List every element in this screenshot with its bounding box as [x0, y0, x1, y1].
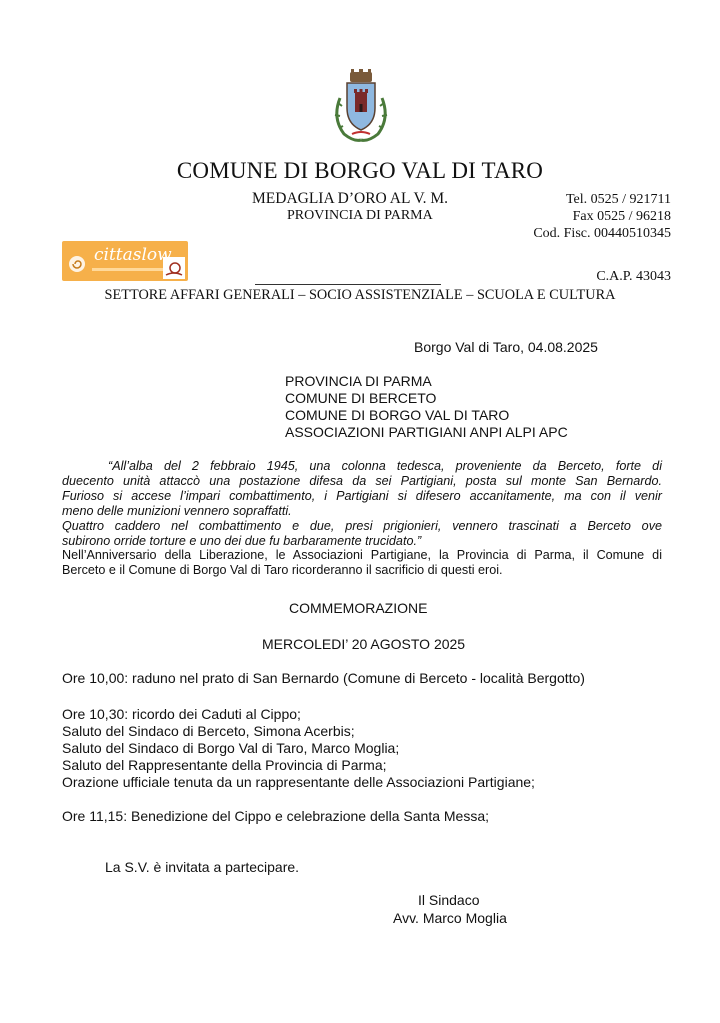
anniversary-line: Nell’Anniversario della Liberazione, le Associazioni Partigiane, la Provincia di Parma, il Comune di — [62, 548, 662, 563]
letter-date: Borgo Val di Taro, 04.08.2025 — [414, 339, 598, 355]
cittaslow-logo-text: cittaslow — [94, 245, 172, 265]
department-line: SETTORE AFFARI GENERALI – SOCIO ASSISTENZIALE – SCUOLA E CULTURA — [104, 287, 616, 303]
program-item: Ore 11,15: Benedizione del Cippo e celebrazione della Santa Messa; — [62, 808, 490, 824]
telephone: Tel. 0525 / 921711 — [565, 192, 671, 207]
coat-of-arms-icon — [330, 68, 392, 146]
program-item: Saluto del Sindaco di Berceto, Simona Acerbis; — [62, 723, 355, 739]
program-item: Ore 10,00: raduno nel prato di San Bernardo (Comune di Berceto - località Bergotto) — [62, 670, 585, 686]
fax: Fax 0525 / 96218 — [572, 209, 671, 224]
commemoration-text — [62, 459, 662, 578]
invitation-line: La S.V. è invitata a partecipare. — [105, 859, 300, 875]
snail-icon — [66, 253, 88, 275]
signature-name: Avv. Marco Moglia — [393, 910, 507, 926]
recipient-line: PROVINCIA DI PARMA — [285, 373, 432, 389]
program-item: Saluto del Sindaco di Borgo Val di Taro, Marco Moglia; — [62, 740, 400, 756]
program-item: Ore 10,30: ricordo dei Caduti al Cippo; — [62, 706, 301, 722]
medal-subtitle: MEDAGLIA D’ORO AL V. M. — [252, 190, 449, 207]
recipient-line: COMUNE DI BERCETO — [285, 390, 437, 406]
province-line: PROVINCIA DI PARMA — [287, 208, 433, 223]
quote-line: Quattro caddero nel combattimento e due, presi prigionieri, vennero trascinati a Berceto ove — [62, 518, 662, 533]
event-date: MERCOLEDI’ 20 AGOSTO 2025 — [262, 636, 466, 652]
anniversary-line: Berceto e il Comune di Borgo Val di Taro ricorderanno il sacrificio di questi eroi. — [62, 563, 503, 578]
logo-tagline-bar — [92, 268, 170, 271]
tax-code: Cod. Fisc. 00440510345 — [533, 226, 671, 241]
quote-line: subirono orride torture e uno dei due fu barbaramente trucidato.” — [62, 533, 422, 548]
recipient-line: ASSOCIAZIONI PARTIGIANI ANPI ALPI APC — [285, 424, 568, 440]
program-item: Saluto del Rappresentante della Provincia di Parma; — [62, 757, 387, 773]
signature-role: Il Sindaco — [418, 892, 480, 908]
municipality-title: COMUNE DI BORGO VAL DI TARO — [176, 158, 544, 183]
recipient-line: COMUNE DI BORGO VAL DI TARO — [285, 407, 510, 423]
quote-line: duecento unità attaccò una postazione difesa da sei Partigiani, posta sul monte San Bernardo. — [62, 473, 662, 488]
header-divider — [255, 284, 441, 285]
program-item: Orazione ufficiale tenuta da un rappresentante delle Associazioni Partigiane; — [62, 774, 535, 790]
quote-line: Furioso si accese l’impari combattimento, i Partigiani si difesero accanitamente, ma con il venir — [62, 488, 662, 503]
slow-food-snail-icon — [163, 257, 185, 279]
commemoration-heading: COMMEMORAZIONE — [289, 600, 428, 616]
quote-line: meno delle munizioni vennero sopraffatti. — [62, 503, 292, 518]
quote-line: “All’alba del 2 febbraio 1945, una colonna tedesca, proveniente da Berceto, forte di — [108, 459, 662, 473]
postal-code: C.A.P. 43043 — [596, 269, 671, 284]
